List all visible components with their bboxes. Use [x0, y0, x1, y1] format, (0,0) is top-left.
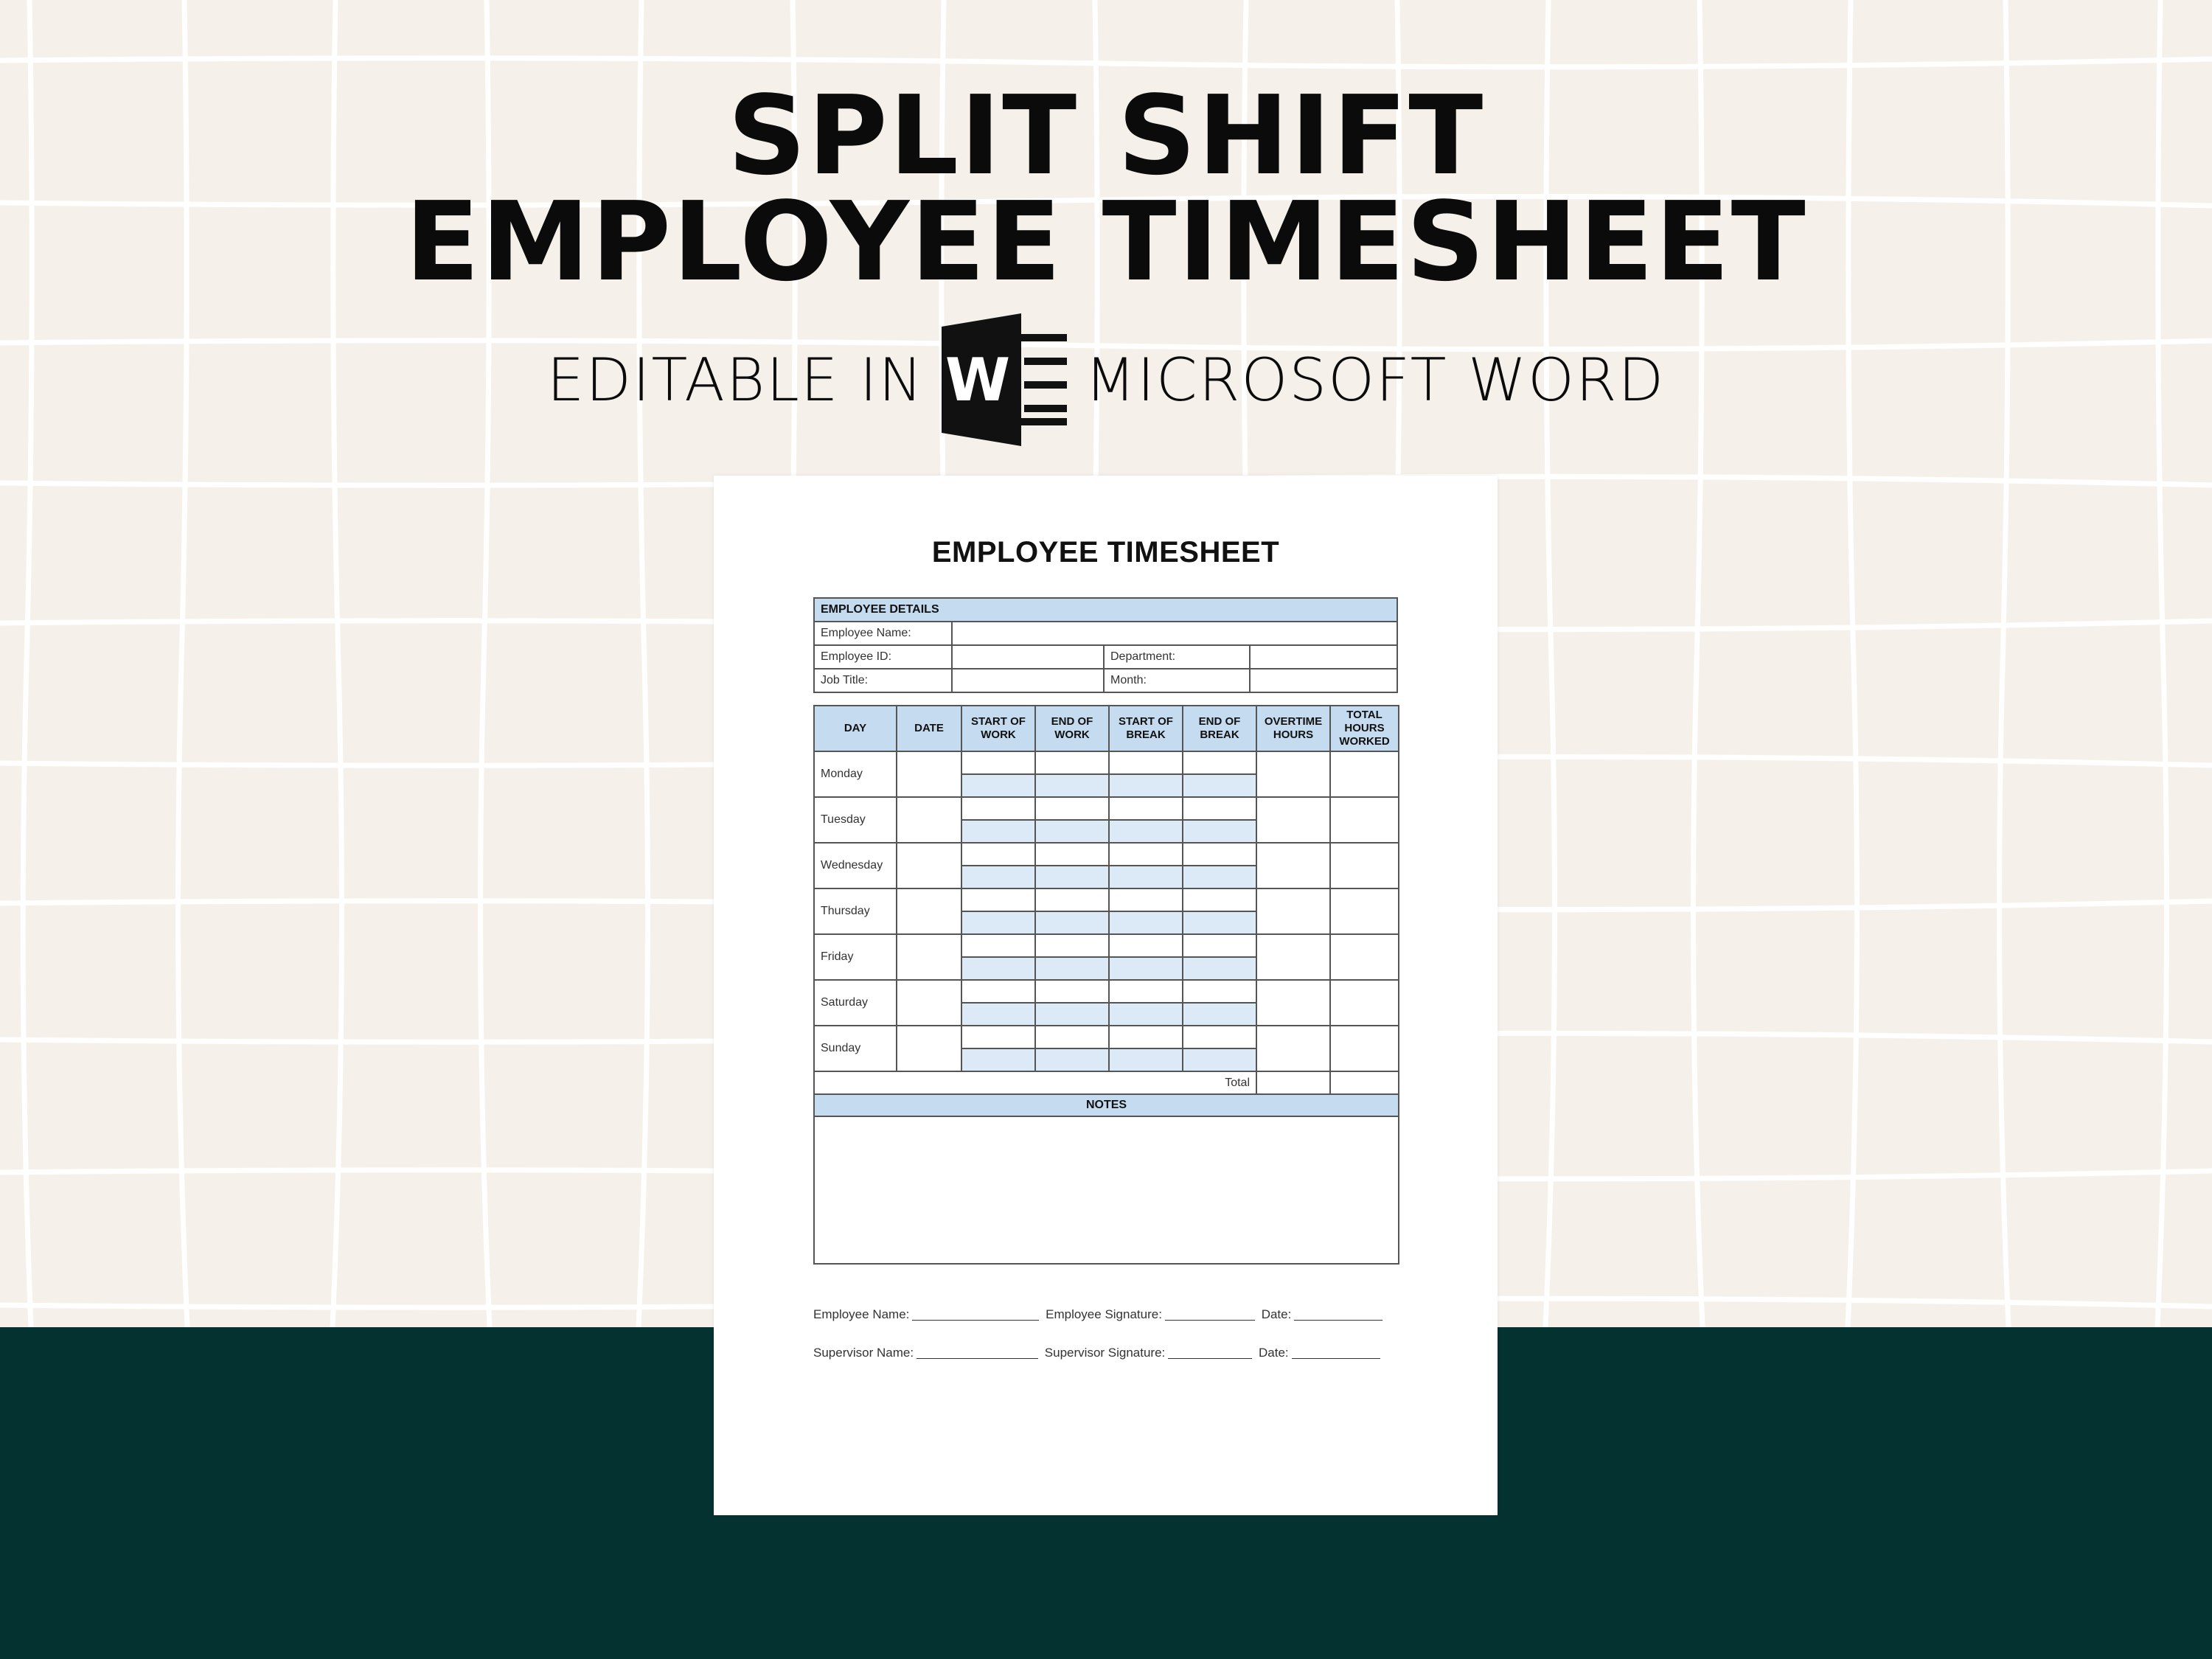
employee-date-label: Date:	[1261, 1307, 1292, 1321]
time-cell[interactable]	[1183, 843, 1256, 866]
overtime-hours-field[interactable]	[1256, 797, 1330, 843]
hero-title-line-2: EMPLOYEE TIMESHEET	[405, 178, 1807, 305]
time-cell[interactable]	[1109, 751, 1183, 774]
time-cell[interactable]	[1183, 1003, 1256, 1026]
time-cell[interactable]	[961, 1026, 1035, 1048]
column-header-total-hours-worked: TOTAL HOURS WORKED	[1330, 706, 1399, 751]
month-field[interactable]	[1250, 669, 1397, 692]
supervisor-name-blank[interactable]	[917, 1346, 1038, 1359]
time-cell[interactable]	[1109, 980, 1183, 1003]
time-cell[interactable]	[961, 843, 1035, 866]
column-header-start-of-work: START OF WORK	[961, 706, 1035, 751]
time-cell[interactable]	[1035, 820, 1109, 843]
timesheet-document	[714, 476, 1498, 1515]
notes-header: NOTES	[814, 1094, 1399, 1116]
document-title: EMPLOYEE TIMESHEET	[931, 536, 1280, 568]
total-hours-field[interactable]	[1330, 751, 1399, 797]
time-cell[interactable]	[1035, 1003, 1109, 1026]
time-cell[interactable]	[1035, 751, 1109, 774]
time-cell[interactable]	[961, 1048, 1035, 1071]
time-cell[interactable]	[1035, 980, 1109, 1003]
date-field[interactable]	[897, 1026, 961, 1071]
date-field[interactable]	[897, 980, 961, 1026]
total-hours-field[interactable]	[1330, 980, 1399, 1026]
time-cell[interactable]	[1109, 1003, 1183, 1026]
month-label: Month:	[1104, 669, 1250, 692]
total-row	[814, 1071, 1399, 1094]
time-cell[interactable]	[1183, 1026, 1256, 1048]
day-label: Wednesday	[814, 843, 897, 888]
timesheet-body	[814, 751, 1399, 1264]
date-field[interactable]	[897, 751, 961, 797]
time-cell[interactable]	[1109, 820, 1183, 843]
time-cell[interactable]	[1035, 911, 1109, 934]
time-cell[interactable]	[1183, 911, 1256, 934]
total-overtime-field[interactable]	[1256, 1071, 1330, 1094]
time-cell[interactable]	[1183, 820, 1256, 843]
overtime-hours-field[interactable]	[1256, 980, 1330, 1026]
word-icon-letter: W	[945, 346, 1012, 414]
day-row-first-shift	[814, 751, 1399, 774]
time-cell[interactable]	[1035, 1026, 1109, 1048]
employee-date-blank[interactable]	[1294, 1308, 1382, 1321]
column-header-date: DATE	[897, 706, 961, 751]
time-cell[interactable]	[1183, 1048, 1256, 1071]
time-cell[interactable]	[961, 957, 1035, 980]
table-row	[814, 622, 1397, 645]
time-cell[interactable]	[961, 774, 1035, 797]
hero-title-line-1: SPLIT SHIFT	[727, 72, 1485, 199]
time-cell[interactable]	[1035, 843, 1109, 866]
notes-header-row	[814, 1094, 1399, 1116]
time-cell[interactable]	[1035, 934, 1109, 957]
details-header-row	[814, 598, 1397, 622]
time-cell[interactable]	[961, 934, 1035, 957]
day-row-first-shift	[814, 934, 1399, 957]
total-hours-field[interactable]	[1330, 797, 1399, 843]
time-cell[interactable]	[1109, 911, 1183, 934]
employee-id-label: Employee ID:	[814, 645, 952, 669]
supervisor-signature-label: Supervisor Signature:	[1044, 1346, 1166, 1360]
time-cell[interactable]	[961, 751, 1035, 774]
time-cell[interactable]	[1183, 797, 1256, 820]
time-cell[interactable]	[961, 866, 1035, 888]
editable-in-word-line	[0, 310, 2212, 450]
time-cell[interactable]	[1183, 866, 1256, 888]
employee-name-field[interactable]	[952, 622, 1397, 645]
day-row-first-shift	[814, 1026, 1399, 1048]
total-hours-field[interactable]	[1330, 1026, 1399, 1071]
department-label: Department:	[1104, 645, 1250, 669]
employee-signature-label: Employee Signature:	[1046, 1307, 1162, 1321]
supervisor-date-blank[interactable]	[1292, 1346, 1380, 1359]
total-hours-field[interactable]	[1330, 888, 1399, 934]
time-cell[interactable]	[1035, 866, 1109, 888]
timesheet-table	[813, 705, 1399, 1265]
column-header-start-of-break: START OF BREAK	[1109, 706, 1183, 751]
overtime-hours-field[interactable]	[1256, 934, 1330, 980]
date-field[interactable]	[897, 797, 961, 843]
overtime-hours-field[interactable]	[1256, 751, 1330, 797]
employee-signature-blank[interactable]	[1165, 1308, 1255, 1321]
employee-details-header: EMPLOYEE DETAILS	[814, 598, 1397, 622]
time-cell[interactable]	[1035, 774, 1109, 797]
column-header-end-of-work: END OF WORK	[1035, 706, 1109, 751]
table-row	[814, 669, 1397, 692]
time-cell[interactable]	[961, 820, 1035, 843]
supervisor-signature-blank[interactable]	[1168, 1346, 1252, 1359]
day-label: Saturday	[814, 980, 897, 1026]
time-cell[interactable]	[961, 911, 1035, 934]
total-hours-field[interactable]	[1330, 1071, 1399, 1094]
time-cell[interactable]	[1183, 888, 1256, 911]
day-row-first-shift	[814, 888, 1399, 911]
time-cell[interactable]	[1109, 774, 1183, 797]
day-label: Sunday	[814, 1026, 897, 1071]
time-cell[interactable]	[961, 888, 1035, 911]
day-label: Monday	[814, 751, 897, 797]
time-cell[interactable]	[1183, 751, 1256, 774]
overtime-hours-field[interactable]	[1256, 843, 1330, 888]
time-cell[interactable]	[1035, 888, 1109, 911]
time-cell[interactable]	[1035, 957, 1109, 980]
total-hours-field[interactable]	[1330, 934, 1399, 980]
time-cell[interactable]	[1109, 1026, 1183, 1048]
time-cell[interactable]	[1183, 957, 1256, 980]
employee-name-sig-label: Employee Name:	[813, 1307, 910, 1321]
supervisor-signature-line	[813, 1346, 1403, 1360]
employee-details-table	[813, 597, 1398, 693]
column-header-end-of-break: END OF BREAK	[1183, 706, 1256, 751]
supervisor-name-label: Supervisor Name:	[813, 1346, 914, 1360]
date-field[interactable]	[897, 934, 961, 980]
overtime-hours-field[interactable]	[1256, 888, 1330, 934]
notes-row	[814, 1116, 1399, 1264]
time-cell[interactable]	[1109, 888, 1183, 911]
job-title-label: Job Title:	[814, 669, 952, 692]
time-cell[interactable]	[1183, 934, 1256, 957]
date-field[interactable]	[897, 843, 961, 888]
employee-name-blank[interactable]	[912, 1308, 1039, 1321]
editable-suffix: MICROSOFT WORD	[1085, 345, 1666, 414]
time-cell[interactable]	[1109, 866, 1183, 888]
time-cell[interactable]	[1035, 1048, 1109, 1071]
hero-title	[0, 72, 2212, 305]
time-cell[interactable]	[1109, 797, 1183, 820]
time-cell[interactable]	[1035, 797, 1109, 820]
editable-prefix: EDITABLE IN	[546, 345, 925, 414]
time-cell[interactable]	[1183, 980, 1256, 1003]
microsoft-word-icon	[942, 313, 1067, 446]
employee-signature-line	[813, 1307, 1403, 1322]
employee-id-field[interactable]	[952, 645, 1104, 669]
time-cell[interactable]	[961, 980, 1035, 1003]
time-cell[interactable]	[1109, 934, 1183, 957]
timesheet-header-row	[814, 706, 1399, 751]
day-row-first-shift	[814, 980, 1399, 1003]
overtime-hours-field[interactable]	[1256, 1026, 1330, 1071]
total-hours-field[interactable]	[1330, 843, 1399, 888]
time-cell[interactable]	[961, 797, 1035, 820]
column-header-overtime-hours: OVERTIME HOURS	[1256, 706, 1330, 751]
day-row-first-shift	[814, 797, 1399, 820]
time-cell[interactable]	[1183, 774, 1256, 797]
employee-name-label: Employee Name:	[814, 622, 952, 645]
date-field[interactable]	[897, 888, 961, 934]
job-title-field[interactable]	[952, 669, 1104, 692]
time-cell[interactable]	[1109, 957, 1183, 980]
day-label: Tuesday	[814, 797, 897, 843]
department-field[interactable]	[1250, 645, 1397, 669]
column-header-day: DAY	[814, 706, 897, 751]
time-cell[interactable]	[961, 1003, 1035, 1026]
day-label: Friday	[814, 934, 897, 980]
time-cell[interactable]	[1109, 1048, 1183, 1071]
table-row	[814, 645, 1397, 669]
day-label: Thursday	[814, 888, 897, 934]
time-cell[interactable]	[1109, 843, 1183, 866]
notes-field[interactable]	[814, 1116, 1399, 1264]
supervisor-date-label: Date:	[1259, 1346, 1289, 1360]
total-label: Total	[814, 1071, 1256, 1094]
day-row-first-shift	[814, 843, 1399, 866]
